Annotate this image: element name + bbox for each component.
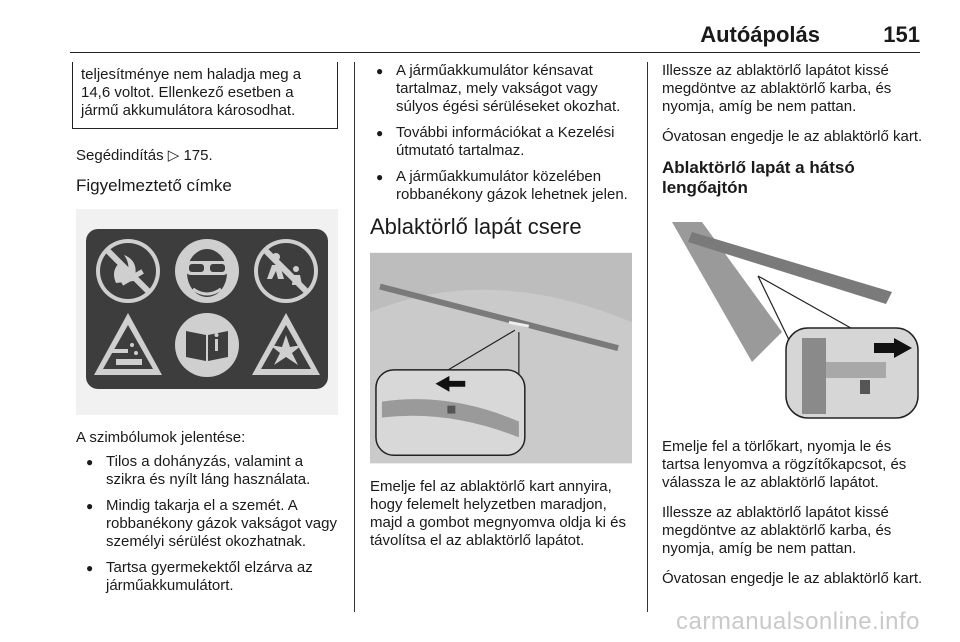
no-smoking-icon [96,239,160,303]
wiper-instruction: Emelje fel az ablaktörlő kart annyira, hogy felemelt helyzetben maradjon, majd a gombot megnyomva oldja ki és távolítsa el az ablaktörlő lapátot. [370,478,626,549]
list-item: ● A járműakkumulátor kénsavat tartalmaz, mely vakságot vagy súlyos égési sérüléseket okozhat. [370,62,634,116]
symbols-intro: A szimbólumok jelentése: [76,429,246,446]
warning-box [72,62,338,129]
detail-arm [826,362,886,378]
paragraph: Illessze az ablaktörlő lapátot kissé megdöntve az ablaktörlő karba, és nyomja, amíg be nem pattan. [662,62,892,115]
warning-label-figure [76,209,338,415]
paragraph: Óvatosan engedje le az ablaktörlő kart. [662,570,923,587]
label-heading: Figyelmeztető címke [76,176,232,195]
list-item: ● Tilos a dohányzás, valamint a szikra és nyílt láng használata. [80,453,338,489]
eye-protection-icon [175,239,239,303]
paragraph: Illessze az ablaktörlő lapátot kissé megdöntve az ablaktörlő karba, és nyomja, amíg be nem pattan. [662,504,892,557]
header-rule [70,52,920,53]
locking-clip [860,380,870,394]
section-title: Autóápolás [700,22,820,47]
keep-children-away-icon [254,239,318,303]
list-item: ● További információkat a Kezelési útmutató tartalmaz. [370,124,634,160]
column-2 [370,62,634,562]
watermark: carmanualsonline.info [676,608,920,635]
symbol-list-continued [370,62,634,204]
column-1 [76,62,338,605]
page-number: 151 [883,22,920,47]
section-heading-wiper: Ablaktörlő lapát csere [370,214,582,239]
paragraph: Óvatosan engedje le az ablaktörlő kart. [662,128,923,145]
read-manual-icon [175,313,239,377]
paragraph: Emelje fel a törlőkart, nyomja le és tartsa lenyomva a rögzítőkapcsot, és válassza le az ablaktörlő lapátot. [662,438,907,491]
jumpstart-text: Segédindítás [76,147,164,164]
column-divider-2 [647,62,648,612]
symbol-list [76,453,338,595]
rear-wiper-figure [662,212,924,424]
jumpstart-line [76,147,338,165]
list-item: ● Mindig takarja el a szemét. A robbanékony gázok vakságot vagy személyi sérülést okozhatnak. [80,497,338,551]
page-header [70,22,920,52]
warning-text: teljesítménye nem haladja meg a 14,6 voltot. Ellenkező esetben a jármű akkumulátora károsodhat. [81,66,302,119]
list-item: ● Tartsa gyermekektől elzárva az járműakkumulátort. [80,559,338,595]
section-heading-rear-wiper: Ablaktörlő lapát a hátsó lengőajtón [662,158,855,197]
page-ref-icon: ▷ [167,147,180,164]
detail-blade [802,338,826,414]
list-item: ● A járműakkumulátor közelében robbanékony gázok lehetnek jelen. [370,168,634,204]
column-3 [662,62,924,600]
jumpstart-ref[interactable]: 175. [183,147,213,164]
release-button [447,406,455,414]
column-divider-1 [354,62,355,612]
front-wiper-figure [370,252,632,464]
